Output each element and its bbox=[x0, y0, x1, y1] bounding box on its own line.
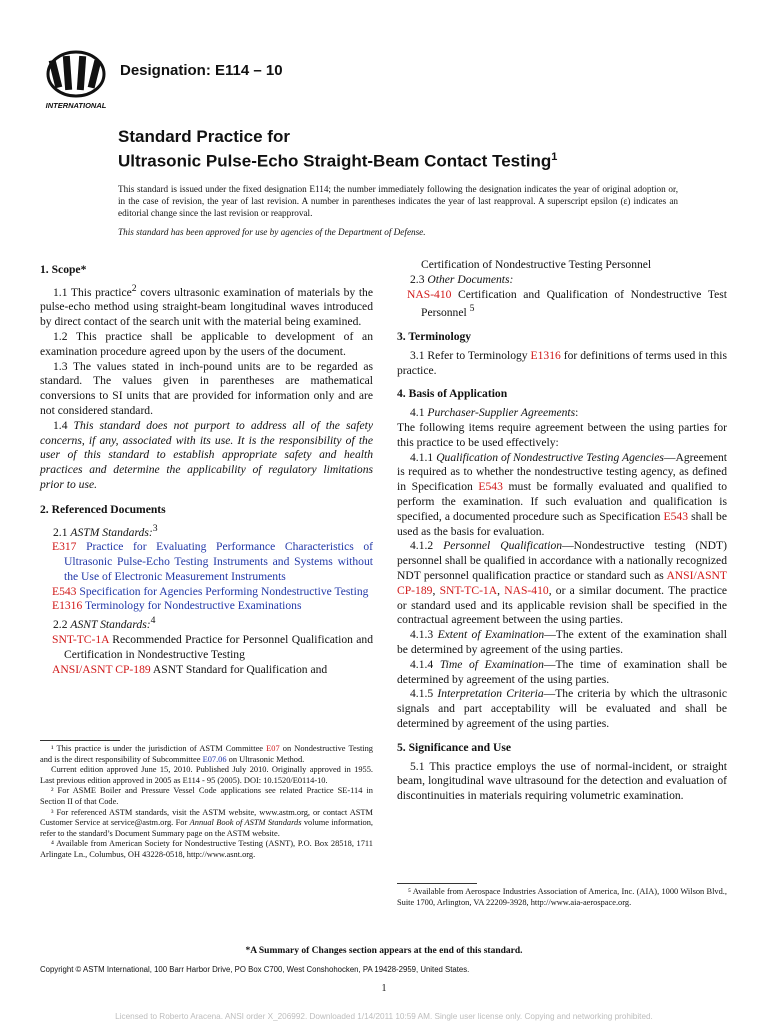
text: Personnel Qualification bbox=[443, 539, 563, 553]
text: 2.3 bbox=[410, 272, 428, 286]
link-nas-410[interactable]: NAS-410 bbox=[504, 583, 549, 597]
right-column bbox=[397, 258, 727, 804]
text: 1.4 bbox=[53, 418, 74, 432]
reference-e543 bbox=[40, 585, 373, 600]
text: Purchaser-Supplier Agreements bbox=[427, 406, 576, 420]
paragraph-5-1: 5.1 This practice employs the use of normal-incident, or straight beam, longitudinal wave ultrasound for the detection and evaluation of discontinuities in materials requiring volumetric examination. bbox=[397, 759, 727, 803]
text: Annual Book of ASTM Standards bbox=[189, 818, 302, 828]
reference-title: Specification for Agencies Performing Nondestructive Testing bbox=[76, 584, 369, 598]
paragraph-1-3: 1.3 The values stated in inch-pound units are to be regarded as standard. The values given in parentheses are mathematical conversions to SI units that are provided for information only and are not considered standard. bbox=[40, 359, 373, 418]
paragraph-4-1-5 bbox=[397, 687, 727, 731]
text: —Agreement is required as to whether the nondestructive testing agency, as defined in Specification bbox=[397, 450, 727, 494]
reference-title: ASNT Standard for Qualification and bbox=[150, 662, 328, 676]
text: 1.1 This practice bbox=[53, 285, 132, 299]
footnote-1 bbox=[40, 744, 373, 765]
reference-nas-410 bbox=[397, 288, 727, 321]
link-e543[interactable]: E543 bbox=[52, 584, 77, 598]
text: 3.1 Refer to Terminology bbox=[410, 348, 531, 362]
text: must be formally evaluated and qualified to perform the examination. If such evaluation and qualification is specified, a documented procedure such as Specification bbox=[397, 480, 727, 523]
footnote-marker: 5 bbox=[469, 303, 475, 315]
link-snt-tc-1a[interactable]: SNT-TC-1A bbox=[439, 583, 498, 597]
astm-logo bbox=[38, 50, 114, 112]
footnote-1-edition: Current edition approved June 15, 2010. Published July 2010. Originally approved in 1955. Last previous edition approved in 2005 as E114 - 95 (2005). DOI: 10.1520/E0114-10. bbox=[40, 765, 373, 785]
footnote-2: ² For ASME Boiler and Pressure Vessel Code applications see related Practice SE-114 in Section II of that Code. bbox=[40, 786, 373, 806]
text: 4.1.2 bbox=[410, 539, 444, 553]
reference-e1316 bbox=[40, 599, 373, 614]
link-cp-189[interactable]: ANSI/ASNT CP-189 bbox=[397, 569, 727, 597]
section-heading-terminology: 3. Terminology bbox=[397, 330, 472, 344]
paragraph-4-1-1 bbox=[397, 451, 727, 540]
footnote-rule-right bbox=[397, 883, 477, 884]
text: , bbox=[497, 583, 505, 597]
link-e1316[interactable]: E1316 bbox=[530, 348, 561, 362]
page-number: 1 bbox=[381, 983, 387, 994]
title-footnote-marker: 1 bbox=[551, 151, 558, 163]
text: Qualification of Nondestructive Testing Agencies bbox=[436, 450, 664, 464]
text: —The extent of the examination shall be determined by agreement of the using parties. bbox=[397, 628, 727, 656]
title-line-1: Standard Practice for bbox=[118, 127, 290, 146]
paragraph-1-4 bbox=[40, 419, 373, 493]
text: on Ultrasonic Method. bbox=[226, 754, 305, 764]
reference-title: Practice for Evaluating Performance Characteristics of Ultrasonic Pulse-Echo Testing Instruments and Systems without the Use of Electronic Measurement Instruments bbox=[64, 540, 373, 583]
section-heading-basis-of-application: 4. Basis of Application bbox=[397, 387, 508, 401]
paragraph-4-1-body: The following items require agreement between the using parties for this practice to be used effectively: bbox=[397, 421, 727, 449]
link-e317[interactable]: E317 bbox=[52, 540, 77, 554]
link-e543[interactable]: E543 bbox=[478, 480, 503, 494]
document-title bbox=[118, 126, 557, 172]
text: 4.1 bbox=[410, 406, 428, 420]
footnote-marker: 2 bbox=[131, 282, 137, 294]
text: , bbox=[432, 583, 440, 597]
title-text: Ultrasonic Pulse-Echo Straight-Beam Contact Testing bbox=[118, 151, 552, 171]
paragraph-2-2 bbox=[40, 614, 373, 633]
designation: Designation: E114 – 10 bbox=[120, 62, 283, 79]
text: ASTM Standards: bbox=[70, 525, 153, 539]
paragraph-2-3 bbox=[397, 273, 727, 288]
text: 4.1.4 bbox=[410, 657, 440, 671]
paragraph-4-1-2 bbox=[397, 539, 727, 628]
astm-logo-graphic bbox=[38, 50, 114, 112]
reference-e317 bbox=[40, 540, 373, 584]
text: ¹ This practice is under the jurisdiction of ASTM Committee bbox=[51, 744, 267, 753]
text: volume information, refer to the standard’s Document Summary page on the ASTM website. bbox=[40, 818, 373, 838]
summary-of-changes-note: *A Summary of Changes section appears at the end of this standard. bbox=[245, 946, 523, 956]
link-cp-189[interactable]: ANSI/ASNT CP-189 bbox=[52, 662, 151, 676]
footnotes-left bbox=[40, 744, 373, 861]
link-nas-410[interactable]: NAS-410 bbox=[407, 287, 452, 301]
text: for definitions of terms used in this practice. bbox=[397, 348, 727, 377]
reference-title: Certification and Qualification of Nondestructive Test Personnel bbox=[421, 287, 727, 320]
copyright-line: Copyright © ASTM International, 100 Barr Harbor Drive, PO Box C700, West Conshohocken, PA 19428-2959, United States. bbox=[40, 965, 470, 974]
link-e07[interactable]: E07 bbox=[266, 744, 280, 753]
text: ASNT Standards: bbox=[70, 618, 151, 632]
text: Extent of Examination bbox=[437, 628, 545, 642]
text: covers ultrasonic examination of materials by the pulse-echo method using straight-beam longitudinal waves introduced by direct contact of the search unit with the material being examined. bbox=[40, 285, 373, 329]
footnote-marker: 3 bbox=[152, 522, 158, 534]
paragraph-2-1 bbox=[40, 522, 373, 541]
paragraph-1-1 bbox=[40, 282, 373, 330]
left-column bbox=[40, 258, 373, 677]
text: shall be used as the basis for evaluation. bbox=[397, 509, 727, 538]
text: Other Documents: bbox=[427, 272, 514, 286]
paragraph-4-1-3 bbox=[397, 628, 727, 658]
reference-snt-tc-1a bbox=[40, 633, 373, 663]
footnote-3 bbox=[40, 808, 373, 840]
section-heading-referenced-documents: 2. Referenced Documents bbox=[40, 502, 166, 516]
link-e543[interactable]: E543 bbox=[663, 509, 688, 523]
link-e1316[interactable]: E1316 bbox=[52, 599, 83, 613]
text: 4.1.1 bbox=[410, 450, 437, 464]
reference-cp-189 bbox=[40, 663, 373, 678]
text: 4.1.3 bbox=[410, 628, 438, 642]
text: on Nondestructive Testing and is the direct responsibility of Subcommittee bbox=[40, 744, 373, 764]
license-watermark: Licensed to Roberto Aracena. ANSI order X_206992. Downloaded 1/14/2011 10:59 AM. Single user license only. Copying and networking prohibited. bbox=[115, 1012, 653, 1021]
reference-title: Recommended Practice for Personnel Qualification and Certification in Nondestructive Testing bbox=[64, 632, 373, 661]
logo-text: INTERNATIONAL bbox=[45, 101, 107, 110]
intro-paragraph: This standard is issued under the fixed designation E114; the number immediately following the designation indicates the year of original adoption or, in the case of revision, the year of last revision. A number in parentheses indicates the year of last reapproval. A superscript epsilon (ε) indicates an editorial change since the last revision or reapproval. bbox=[118, 184, 678, 218]
footnote-4: ⁴ Available from American Society for Nondestructive Testing (ASNT), P.O. Box 28518, 1711 Arlingate Ln., Columbus, OH 43228-0518, http://www.asnt.org. bbox=[40, 839, 373, 859]
text: —Nondestructive testing (NDT) personnel shall be qualified in accordance with a nationally recognized NDT personnel qualification practice or standard such as bbox=[397, 539, 727, 582]
text: This standard does not purport to address all of the safety concerns, if any, associated with its use. It is the responsibility of the user of this standard to establish appropriate safety and health practices and determine the applicability of regulatory limitations prior to use. bbox=[40, 418, 374, 492]
text: 2.1 bbox=[53, 525, 71, 539]
text: 2.2 bbox=[53, 618, 71, 632]
text: Time of Examination bbox=[439, 657, 544, 671]
title-line-2 bbox=[118, 147, 557, 172]
footnote-rule-left bbox=[40, 740, 120, 741]
text: ³ For referenced ASTM standards, visit the ASTM website, www.astm.org, or contact ASTM Customer Service at service@astm.org. For bbox=[40, 807, 373, 828]
footnote-marker: 4 bbox=[150, 615, 156, 627]
reference-title: Terminology for Nondestructive Examinations bbox=[82, 599, 302, 613]
link-e07-06[interactable]: E07.06 bbox=[202, 754, 227, 764]
text: Interpretation Criteria bbox=[437, 687, 544, 701]
footnotes-right bbox=[397, 887, 727, 908]
footnote-5: ⁵ Available from Aerospace Industries Association of America, Inc. (AIA), 1000 Wilson Blvd., Suite 1700, Arlington, VA 22209-3928, http://www.aia-aerospace.org. bbox=[397, 887, 727, 907]
text: 4.1.5 bbox=[410, 687, 438, 701]
text: : bbox=[575, 406, 579, 420]
text: —The criteria by which the ultrasonic signals and part acceptability will be evaluated and shall be determined by agreement of the using parties. bbox=[397, 687, 727, 730]
paragraph-1-2: 1.2 This practice shall be applicable to development of an examination procedure agreed upon by the users of the document. bbox=[40, 330, 373, 358]
paragraph-4-1 bbox=[397, 406, 727, 421]
section-heading-scope: 1. Scope* bbox=[40, 263, 87, 276]
paragraph-4-1-4 bbox=[397, 658, 727, 688]
text: , or a similar document. The practice or standard used and its applicable revision shall be specified in the contractual agreement between the using parties. bbox=[397, 583, 728, 627]
section-heading-significance-and-use: 5. Significance and Use bbox=[397, 740, 512, 754]
dod-approval-note: This standard has been approved for use by agencies of the Department of Defense. bbox=[118, 227, 426, 237]
link-snt-tc-1a[interactable]: SNT-TC-1A bbox=[52, 632, 109, 646]
reference-cp-189-continued: Certification of Nondestructive Testing Personnel bbox=[421, 258, 652, 271]
text: —The time of examination shall be determined by agreement of the using parties. bbox=[397, 657, 727, 686]
paragraph-3-1 bbox=[397, 349, 727, 379]
